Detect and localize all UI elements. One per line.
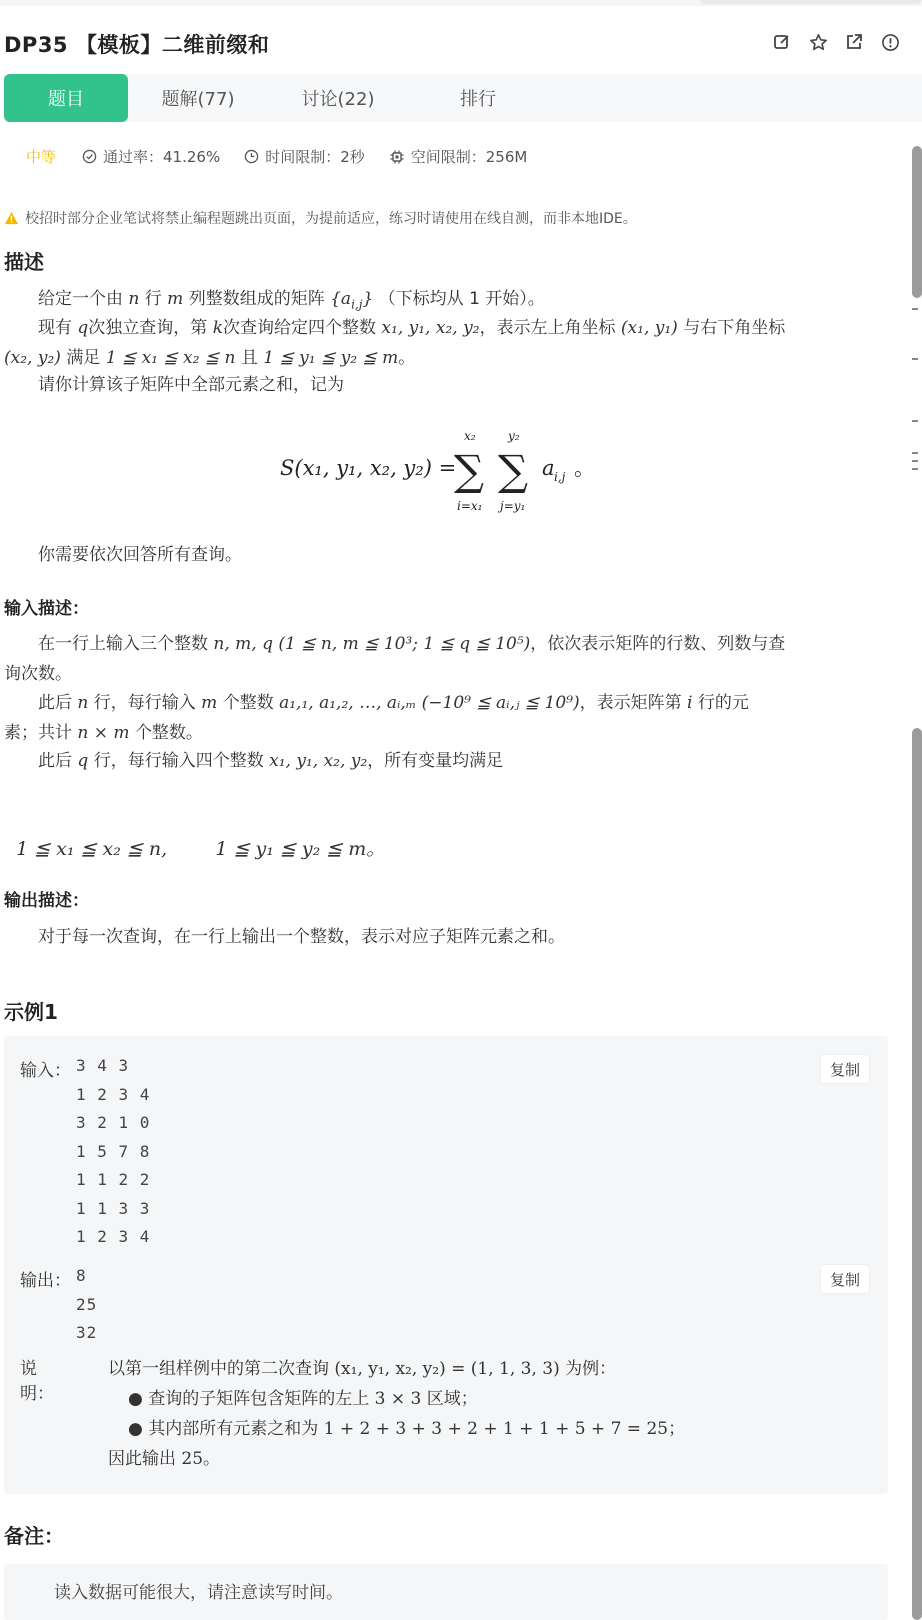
svg-text:S(x₁, y₁, x₂, y₂) =: S(x₁, y₁, x₂, y₂) =: [280, 456, 457, 480]
explain-line: 以第一组样例中的第二次查询 (x₁, y₁, x₂, y₂) = (1, 1, 3, 3) 为例：: [108, 1359, 617, 1379]
tab-solutions[interactable]: 题解(77): [161, 89, 235, 110]
ide-warning: [4, 208, 637, 228]
tab-problem[interactable]: 题目: [4, 74, 128, 122]
notes-text: 读入数据可能很大，请注意读写时间。: [54, 1583, 343, 1603]
example-output-lines[interactable]: [76, 1262, 97, 1348]
problem-tabs: [4, 74, 922, 122]
warning-text: 校招时部分企业笔试将禁止编程题跳出页面，为提前适应，练习时请使用在线自测，而非本地IDE。: [25, 211, 637, 227]
svg-text:x₂: x₂: [464, 430, 476, 443]
explain-line: 因此输出 25。: [108, 1449, 221, 1469]
scrollbar-thumb-lower[interactable]: [912, 728, 922, 1620]
explain-line: ● 其内部所有元素之和为 1 + 2 + 3 + 3 + 2 + 1 + 1 + 5 + 7 = 25；: [128, 1419, 686, 1439]
svg-text:j=y₁: j=y₁: [500, 499, 526, 513]
notes-heading: 备注：: [4, 1524, 64, 1548]
example-output-label: 输出：: [20, 1271, 71, 1291]
input-constraint: 1 ≦ x₁ ≦ x₂ ≦ n, 1 ≦ y₁ ≦ y₂ ≦ m。: [16, 838, 386, 860]
info-icon[interactable]: [880, 32, 900, 52]
input-desc-l3: 此后 q 行，每行输入四个整数 x₁, y₁, x₂, y₂，所有变量均满足: [38, 751, 504, 771]
title-row: [0, 26, 900, 62]
chip-icon: [389, 149, 405, 165]
example-input-line: 1 5 7 8: [76, 1141, 151, 1161]
explain-label: 说明：: [20, 1359, 54, 1404]
sigma-1: ∑: [454, 446, 484, 495]
svg-text:a: a: [542, 456, 555, 480]
warning-icon: [4, 211, 19, 225]
scroll-tick: [912, 452, 918, 454]
external-link-icon[interactable]: [844, 32, 864, 52]
time-limit-text: 时间限制：2秒: [265, 148, 365, 166]
edit-icon[interactable]: [772, 32, 792, 52]
tab-discussion[interactable]: 讨论(22): [301, 89, 375, 110]
pass-rate-text: 通过率：41.26%: [103, 148, 221, 166]
check-circle-icon: [82, 149, 97, 164]
example-input-lines[interactable]: [76, 1052, 150, 1252]
copy-output-button[interactable]: 复制: [820, 1264, 870, 1294]
copy-input-button[interactable]: 复制: [820, 1054, 870, 1084]
problem-meta: [26, 146, 551, 167]
difficulty-badge: 中等: [26, 148, 57, 166]
input-desc-l1: 在一行上输入三个整数 n, m, q (1 ≦ n, m ≦ 10³; 1 ≦ q ≦ 10⁵)，依次表示矩阵的行数、列数与查 询次数。: [4, 634, 786, 684]
input-desc-heading: 输入描述：: [4, 599, 89, 619]
description-heading: 描述: [4, 250, 44, 274]
output-desc-text: 对于每一次查询，在一行上输出一个整数，表示对应子矩阵元素之和。: [38, 927, 565, 947]
scrollbar-thumb-upper[interactable]: [912, 146, 922, 298]
description-p2: 现有 q次独立查询，第 k次查询给定四个整数 x₁, y₁, x₂, y₂，表示左上角坐标 (x₁, y₁) 与右下角坐标 (x₂, y₂) 满足 1 ≦ x₁ ≦ x₂ ≦ n 且 1 ≦ y₁ ≦ y₂ ≦ m。: [4, 318, 786, 368]
example-input-line: 3 4 3: [76, 1056, 130, 1075]
top-bar-tab-shadow: [700, 0, 922, 4]
scroll-tick: [912, 468, 918, 470]
example-heading: 示例1: [4, 1000, 58, 1024]
star-icon[interactable]: [808, 32, 828, 52]
time-limit: [244, 146, 365, 167]
input-desc-l2: 此后 n 行，每行输入 m 个整数 a₁,₁, a₁,₂, …, aᵢ,ₘ (−10⁹ ≦ aᵢ,ⱼ ≦ 10⁹)，表示矩阵第 i 行的元 素；共计 n × m 个整数。: [4, 693, 749, 743]
sum-formula: [0, 430, 890, 520]
space-limit-text: 空间限制：256M: [410, 148, 528, 166]
example-box: [4, 1036, 888, 1494]
scroll-tick: [912, 460, 918, 462]
example-input-line: 1 2 3 4: [76, 1084, 151, 1104]
example-output-line: 32: [76, 1323, 98, 1342]
example-input-line: 1 1 3 3: [76, 1198, 151, 1218]
svg-text:i,j: i,j: [554, 470, 566, 484]
title-actions: [772, 32, 900, 52]
pass-rate: [82, 146, 220, 167]
scroll-tick: [912, 420, 918, 422]
scroll-tick: [912, 308, 918, 310]
description-p4: 你需要依次回答所有查询。: [38, 545, 242, 565]
sum-formula-svg: [280, 430, 610, 516]
example-input-line: 3 2 1 0: [76, 1113, 151, 1132]
scroll-tick: [912, 358, 918, 360]
example-output-line: 8: [76, 1266, 87, 1285]
tab-ranking[interactable]: 排行: [460, 89, 496, 110]
notes-box: [4, 1564, 888, 1620]
explain-line: ● 查询的子矩阵包含矩阵的左上 3 × 3 区域；: [128, 1389, 478, 1409]
description-p3: 请你计算该子矩阵中全部元素之和，记为: [38, 375, 344, 395]
example-input-line: 1 2 3 4: [76, 1227, 151, 1246]
page-title: DP35 【模板】二维前缀和: [4, 33, 270, 57]
space-limit: [389, 146, 528, 167]
description-p1: 给定一个由 n 行 m 列整数组成的矩阵 $\{a_{i,j}\}$ （下标均从 1 开始）。: [38, 289, 545, 312]
example-input-label: 输入：: [20, 1061, 71, 1081]
svg-text:y₂: y₂: [508, 430, 520, 443]
example-output-line: 25: [76, 1294, 98, 1314]
sigma-2: ∑: [498, 446, 528, 495]
svg-text:。: 。: [574, 456, 595, 480]
svg-text:i=x₁: i=x₁: [457, 499, 483, 513]
example-input-line: 1 1 2 2: [76, 1170, 151, 1189]
output-desc-heading: 输出描述：: [4, 891, 89, 911]
clock-icon: [244, 149, 259, 164]
